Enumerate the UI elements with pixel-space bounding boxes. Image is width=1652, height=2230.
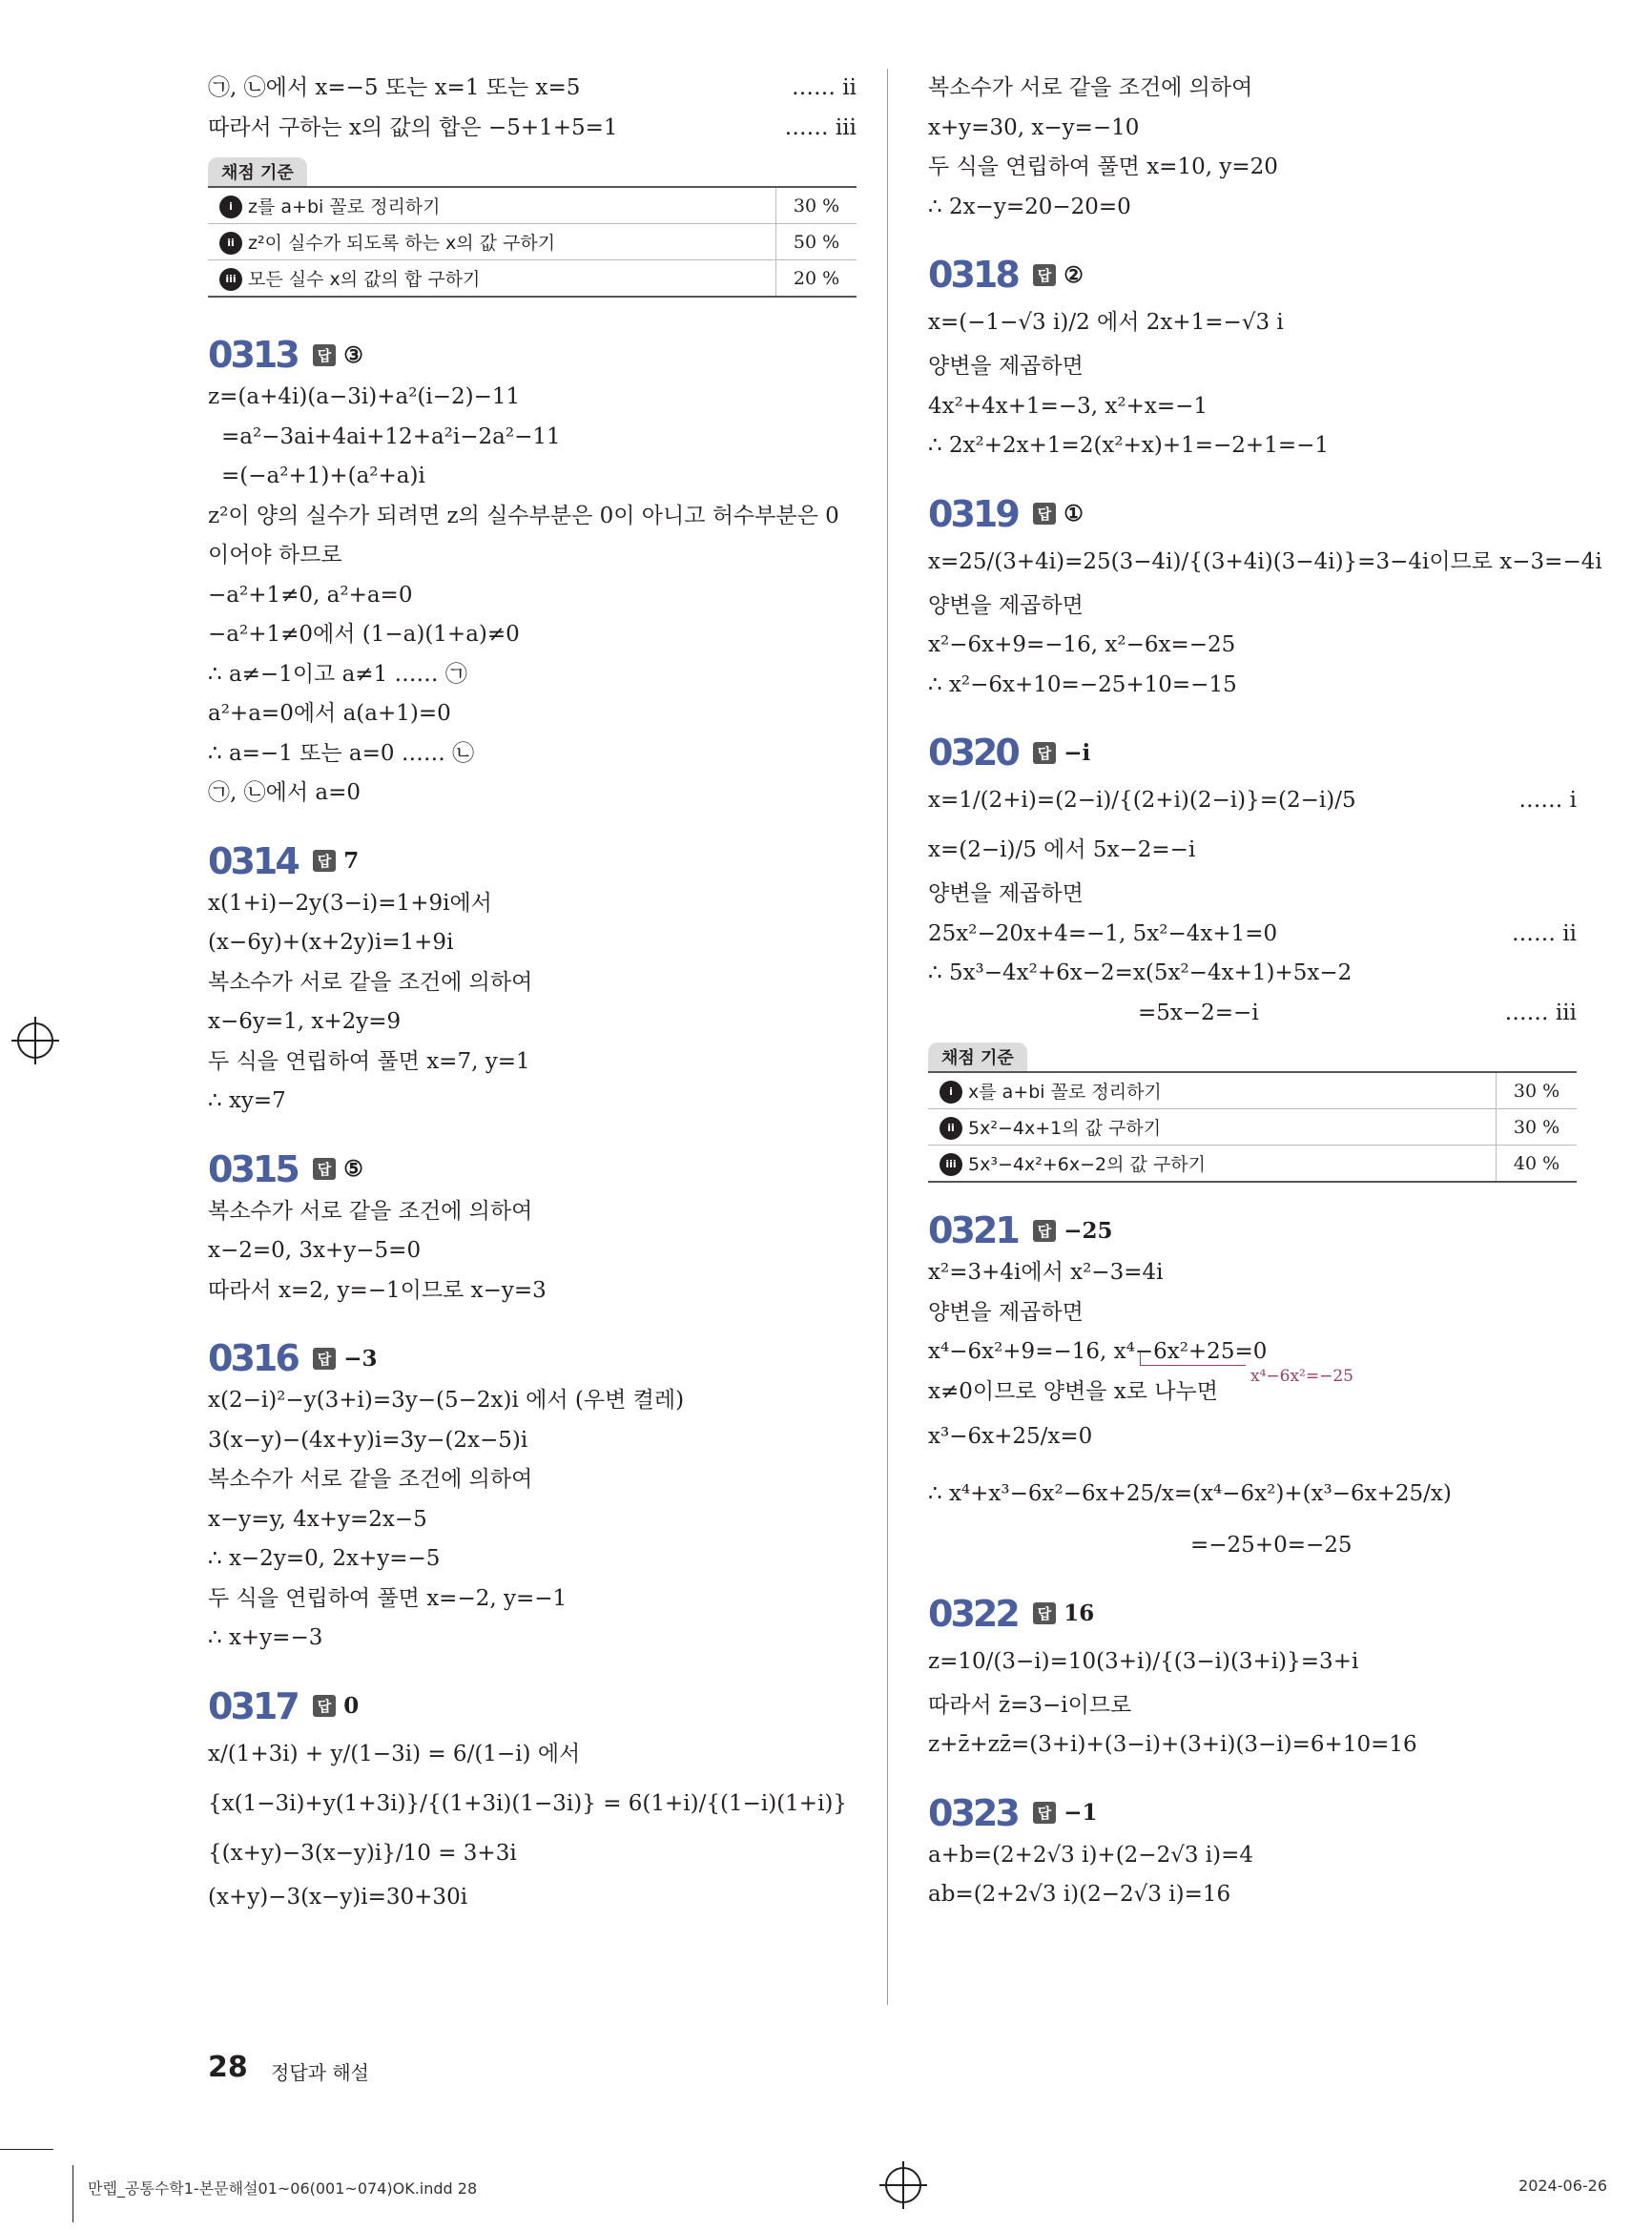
answer-tag: 답 [313, 1695, 337, 1717]
grading-criteria-table [928, 1043, 1577, 1183]
text-line: x(2−i)²−y(3+i)=3y−(5−2x)i 에서 (우변 켤레) [208, 1388, 685, 1413]
table-row: i z를 a+bi 꼴로 정리하기 30 % [208, 187, 857, 224]
text-line: ∴ a=−1 또는 a=0 …… ㉡ [208, 740, 475, 766]
text-line: z=(a+4i)(a−3i)+a²(i−2)−11 [208, 384, 521, 409]
text-line: ㉠, ㉡에서 x=−5 또는 x=1 또는 x=5 …… ⅱ [208, 75, 857, 100]
text-line: x=25/(3+4i)=25(3−4i)/{(3+4i)(3−4i)}=3−4i이므로 x−3=−4i [928, 548, 1602, 574]
text-line: x²=3+4i에서 x²−3=4i [928, 1260, 1164, 1285]
registration-mark-icon [885, 2167, 921, 2203]
text-line: (x−6y)+(x+2y)i=1+9i [208, 930, 454, 955]
annotation-note: x⁴−6x²=−25 [1250, 1367, 1353, 1386]
text-line: 두 식을 연립하여 풀면 x=−2, y=−1 [208, 1585, 568, 1611]
text-line: x(1+i)−2y(3−i)=1+9i에서 [208, 890, 492, 916]
answer-value: ③ [343, 341, 363, 368]
text-line: 3(x−y)−(4x+y)i=3y−(2x−5)i [208, 1427, 528, 1453]
text-line: x³−6x+25/x=0 [928, 1424, 1093, 1449]
text-line: ㉠, ㉡에서 a=0 [208, 780, 361, 805]
crop-mark [0, 2149, 53, 2150]
grading-title: 채점 기준 [928, 1043, 1027, 1071]
text-line: 복소수가 서로 같을 조건에 의하여 [208, 1467, 533, 1492]
answer-tag: 답 [313, 344, 337, 366]
problem-number: 0314 [208, 839, 298, 882]
text-line: ∴ 2x²+2x+1=2(x²+x)+1=−2+1=−1 [928, 433, 1329, 458]
page-number: 28 [208, 2051, 248, 2084]
text-line: 양변을 제곱하면 [928, 1299, 1084, 1325]
table-row: iii 모든 실수 x의 값의 합 구하기 20 % [208, 260, 857, 298]
text-line: 이어야 하므로 [208, 543, 342, 568]
text-line: 따라서 구하는 x의 값의 합은 −5+1+5=1 …… ⅲ [208, 114, 857, 140]
crop-mark [72, 2165, 73, 2222]
text-line: 양변을 제곱하면 [928, 354, 1084, 379]
answer-value: 0 [343, 1693, 360, 1719]
print-date: 2024-06-26 [1518, 2177, 1607, 2195]
text-line: x−2=0, 3x+y−5=0 [208, 1238, 422, 1263]
text-line: x⁴−6x²+9=−16, x⁴−6x²+25=0 x⁴−6x²=−25 [928, 1332, 1577, 1373]
text-line: 따라서 z̄=3−i이므로 [928, 1692, 1132, 1718]
text-line: x+y=30, x−y=−10 [928, 114, 1140, 140]
text-line: 양변을 제곱하면 [928, 881, 1084, 906]
registration-mark-icon [17, 1022, 53, 1059]
text-line: x=(−1−√3 i)/2 에서 2x+1=−√3 i [928, 310, 1284, 335]
problem-number: 0318 [928, 254, 1018, 296]
problem-number: 0317 [208, 1684, 298, 1727]
text-line: =a²−3ai+4ai+12+a²i−2a²−11 [221, 423, 561, 449]
problem-number: 0319 [928, 492, 1018, 535]
answer-value: −1 [1063, 1800, 1098, 1826]
answer-value: −i [1063, 739, 1091, 766]
problem-header [928, 1790, 1577, 1836]
table-row: ii z²이 실수가 되도록 하는 x의 값 구하기 50 % [208, 224, 857, 260]
answer-value: −3 [343, 1345, 378, 1372]
text-line: ∴ x²−6x+10=−25+10=−15 [928, 671, 1237, 697]
text-line: =−25+0=−25 [1190, 1533, 1353, 1558]
answer-tag: 답 [313, 1348, 337, 1370]
answer-value: 16 [1063, 1600, 1095, 1626]
text-line: 25x²−20x+4=−1, 5x²−4x+1=0 …… ⅱ [928, 920, 1577, 946]
text-line: ∴ x+y=−3 [208, 1625, 323, 1650]
text-line: 복소수가 서로 같을 조건에 의하여 [928, 75, 1253, 100]
page-label: 정답과 해설 [271, 2061, 369, 2084]
text-line: x−6y=1, x+2y=9 [208, 1009, 402, 1034]
problem-header [208, 1335, 857, 1381]
text-line: ∴ 5x³−4x²+6x−2=x(5x²−4x+1)+5x−2 [928, 960, 1353, 985]
problem-number: 0321 [928, 1209, 1018, 1251]
text-line: 두 식을 연립하여 풀면 x=7, y=1 [208, 1048, 530, 1074]
answer-tag: 답 [1033, 1802, 1057, 1824]
text-line: −a²+1≠0, a²+a=0 [208, 582, 413, 608]
answer-value: ⑤ [343, 1156, 363, 1182]
text-line: x/(1+3i) + y/(1−3i) = 6/(1−i) 에서 [208, 1741, 581, 1766]
answer-value: ① [1063, 501, 1084, 527]
text-line: x≠0이므로 양변을 x로 나누면 [928, 1378, 1218, 1404]
problem-header [208, 332, 857, 378]
text-line: x−y=y, 4x+y=2x−5 [208, 1506, 427, 1532]
text-line: 복소수가 서로 같을 조건에 의하여 [208, 969, 533, 995]
text-line: =5x−2=−i …… ⅲ [1138, 1000, 1577, 1025]
problem-header [208, 1683, 857, 1729]
text-line: 양변을 제곱하면 [928, 592, 1084, 618]
problem-number: 0313 [208, 334, 298, 376]
text-line: ∴ a≠−1이고 a≠1 …… ㉠ [208, 661, 467, 687]
problem-number: 0323 [928, 1791, 1018, 1834]
text-line: a²+a=0에서 a(a+1)=0 [208, 701, 451, 726]
file-info: 만렙_공통수학1-본문해설01~06(001~074)OK.indd 28 [88, 2179, 478, 2198]
problem-header [928, 1591, 1577, 1637]
problem-header [208, 838, 857, 884]
text-line: z+z̄+zz̄=(3+i)+(3−i)+(3+i)(3−i)=6+10=16 [928, 1732, 1417, 1757]
text-line: ∴ x⁴+x³−6x²−6x+25/x=(x⁴−6x²)+(x³−6x+25/x) [928, 1481, 1452, 1506]
answer-tag: 답 [1033, 742, 1057, 764]
grading-title: 채점 기준 [208, 157, 307, 186]
text-line: −a²+1≠0에서 (1−a)(1+a)≠0 [208, 622, 520, 647]
answer-tag: 답 [1033, 1602, 1057, 1624]
problem-header [928, 1208, 1577, 1253]
text-line: =(−a²+1)+(a²+a)i [221, 464, 425, 488]
text-line: x²−6x+9=−16, x²−6x=−25 [928, 632, 1236, 657]
text-line: 두 식을 연립하여 풀면 x=10, y=20 [928, 155, 1278, 179]
text-line: x=(2−i)/5 에서 5x−2=−i [928, 837, 1196, 862]
problem-number: 0322 [928, 1592, 1018, 1635]
answer-value: 7 [343, 848, 360, 874]
answer-value: ② [1063, 261, 1084, 288]
text-line: a+b=(2+2√3 i)+(2−2√3 i)=4 [928, 1842, 1254, 1868]
problem-header [208, 1146, 857, 1192]
problem-header [928, 491, 1577, 537]
left-column [208, 69, 857, 1917]
table-row: i x를 a+bi 꼴로 정리하기 30 % [928, 1072, 1577, 1109]
text-line: ∴ xy=7 [208, 1088, 286, 1113]
problem-header [928, 252, 1577, 298]
text-line: x=1/(2+i)=(2−i)/{(2+i)(2−i)}=(2−i)/5 …… ⅰ [928, 788, 1577, 813]
problem-number: 0316 [208, 1337, 298, 1379]
text-line: 복소수가 서로 같을 조건에 의하여 [208, 1198, 533, 1224]
text-line: {x(1−3i)+y(1+3i)}/{(1+3i)(1−3i)} = 6(1+i)/{(1−i)(1+i)} [208, 1790, 848, 1816]
column-divider [887, 69, 888, 2005]
answer-value: −25 [1063, 1217, 1113, 1244]
text-line: ab=(2+2√3 i)(2−2√3 i)=16 [928, 1882, 1231, 1907]
problem-number: 0315 [208, 1147, 298, 1190]
grading-criteria-table [208, 157, 857, 298]
text-line: 4x²+4x+1=−3, x²+x=−1 [928, 393, 1208, 419]
text-line: ∴ 2x−y=20−20=0 [928, 194, 1131, 219]
answer-tag: 답 [313, 1158, 337, 1180]
text-line: {(x+y)−3(x−y)i}/10 = 3+3i [208, 1840, 517, 1866]
annotation-arrow [1140, 1352, 1246, 1366]
problem-header [928, 730, 1577, 775]
text-line: z=10/(3−i)=10(3+i)/{(3−i)(3+i)}=3+i [928, 1648, 1359, 1674]
text-line: (x+y)−3(x−y)i=30+30i [208, 1884, 468, 1910]
table-row: iii 5x³−4x²+6x−2의 값 구하기 40 % [928, 1146, 1577, 1183]
text-line: ∴ x−2y=0, 2x+y=−5 [208, 1546, 441, 1571]
answer-tag: 답 [1033, 264, 1057, 286]
table-row: ii 5x²−4x+1의 값 구하기 30 % [928, 1109, 1577, 1146]
answer-tag: 답 [1033, 503, 1057, 525]
answer-tag: 답 [1033, 1220, 1057, 1242]
text-line: 따라서 x=2, y=−1이므로 x−y=3 [208, 1277, 547, 1303]
right-column [928, 69, 1602, 1915]
text-line: z²이 양의 실수가 되려면 z의 실수부분은 0이 아니고 허수부분은 0 [208, 503, 839, 528]
answer-tag: 답 [313, 850, 337, 872]
problem-number: 0320 [928, 732, 1018, 774]
